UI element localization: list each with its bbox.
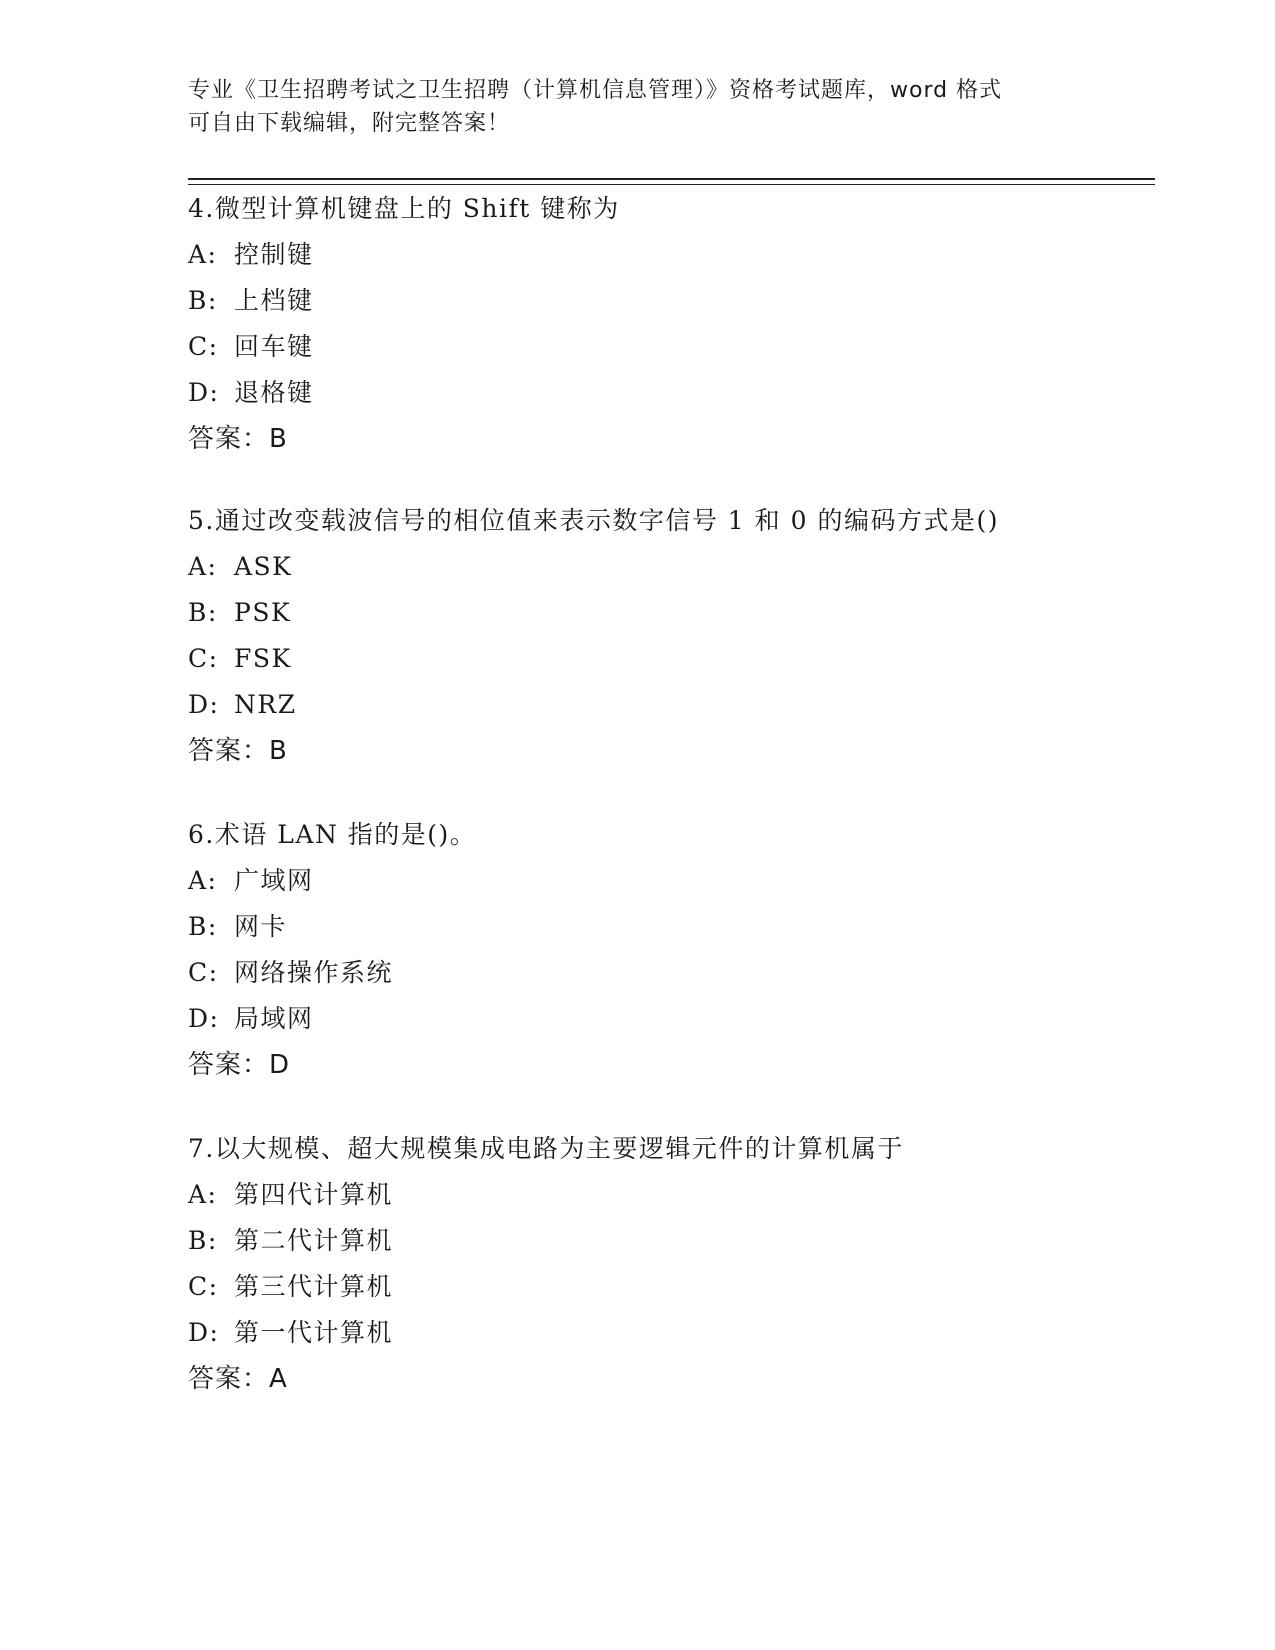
question-title: 4.微型计算机键盘上的 Shift 键称为 — [188, 194, 620, 223]
option-text: 第三代计算机 — [234, 1272, 394, 1301]
header-divider-thick — [188, 178, 1155, 180]
question-block — [188, 186, 1148, 462]
document-header — [188, 74, 1088, 140]
question-title: 6.术语 LAN 指的是()。 — [188, 820, 477, 849]
option-c — [188, 636, 1148, 682]
option-a — [188, 1172, 1148, 1218]
option-text: 回车键 — [234, 332, 314, 361]
option-text: ASK — [234, 552, 293, 581]
option-text: PSK — [234, 598, 292, 627]
option-text: 上档键 — [234, 286, 314, 315]
option-c — [188, 1264, 1148, 1310]
option-d — [188, 370, 1148, 416]
option-text: 控制键 — [234, 240, 314, 269]
header-line-1: 专业《卫生招聘考试之卫生招聘（计算机信息管理）》资格考试题库，word 格式 — [188, 78, 1003, 103]
option-letter: B: — [188, 286, 218, 315]
question-block — [188, 1126, 1148, 1402]
answer-line: 答案：B — [188, 736, 288, 766]
option-letter: D: — [188, 378, 220, 407]
question-title: 5.通过改变载波信号的相位值来表示数字信号 1 和 0 的编码方式是() — [188, 506, 999, 535]
option-letter: C: — [188, 332, 219, 361]
question-block — [188, 812, 1148, 1088]
option-letter: A: — [188, 1180, 218, 1209]
option-b — [188, 590, 1148, 636]
option-letter: C: — [188, 1272, 219, 1301]
option-text: 退格键 — [234, 378, 314, 407]
option-a — [188, 858, 1148, 904]
option-letter: B: — [188, 598, 218, 627]
option-b — [188, 278, 1148, 324]
option-letter: D: — [188, 1004, 220, 1033]
option-letter: A: — [188, 552, 218, 581]
option-d — [188, 682, 1148, 728]
option-d — [188, 1310, 1148, 1356]
option-text: 广域网 — [234, 866, 314, 895]
answer-line: 答案：D — [188, 1050, 291, 1080]
option-text: 第一代计算机 — [234, 1318, 394, 1347]
option-letter: C: — [188, 958, 219, 987]
option-c — [188, 324, 1148, 370]
answer-line: 答案：A — [188, 1364, 288, 1394]
option-d — [188, 996, 1148, 1042]
option-b — [188, 904, 1148, 950]
answer-line: 答案：B — [188, 424, 288, 454]
header-line-2: 可自由下载编辑，附完整答案！ — [188, 111, 511, 136]
option-text: FSK — [234, 644, 292, 673]
option-letter: B: — [188, 912, 218, 941]
option-text: 第二代计算机 — [234, 1226, 394, 1255]
option-letter: A: — [188, 240, 218, 269]
option-text: 第四代计算机 — [234, 1180, 394, 1209]
question-block — [188, 498, 1148, 774]
option-letter: D: — [188, 690, 220, 719]
option-letter: B: — [188, 1226, 218, 1255]
option-text: 局域网 — [234, 1004, 314, 1033]
question-title: 7.以大规模、超大规模集成电路为主要逻辑元件的计算机属于 — [188, 1134, 904, 1163]
option-letter: D: — [188, 1318, 220, 1347]
option-text: NRZ — [234, 690, 297, 719]
option-letter: A: — [188, 866, 218, 895]
option-text: 网络操作系统 — [234, 958, 394, 987]
option-text: 网卡 — [234, 912, 288, 941]
option-b — [188, 1218, 1148, 1264]
option-c — [188, 950, 1148, 996]
header-divider-thin — [188, 184, 1155, 185]
option-a — [188, 232, 1148, 278]
option-letter: C: — [188, 644, 219, 673]
option-a — [188, 544, 1148, 590]
